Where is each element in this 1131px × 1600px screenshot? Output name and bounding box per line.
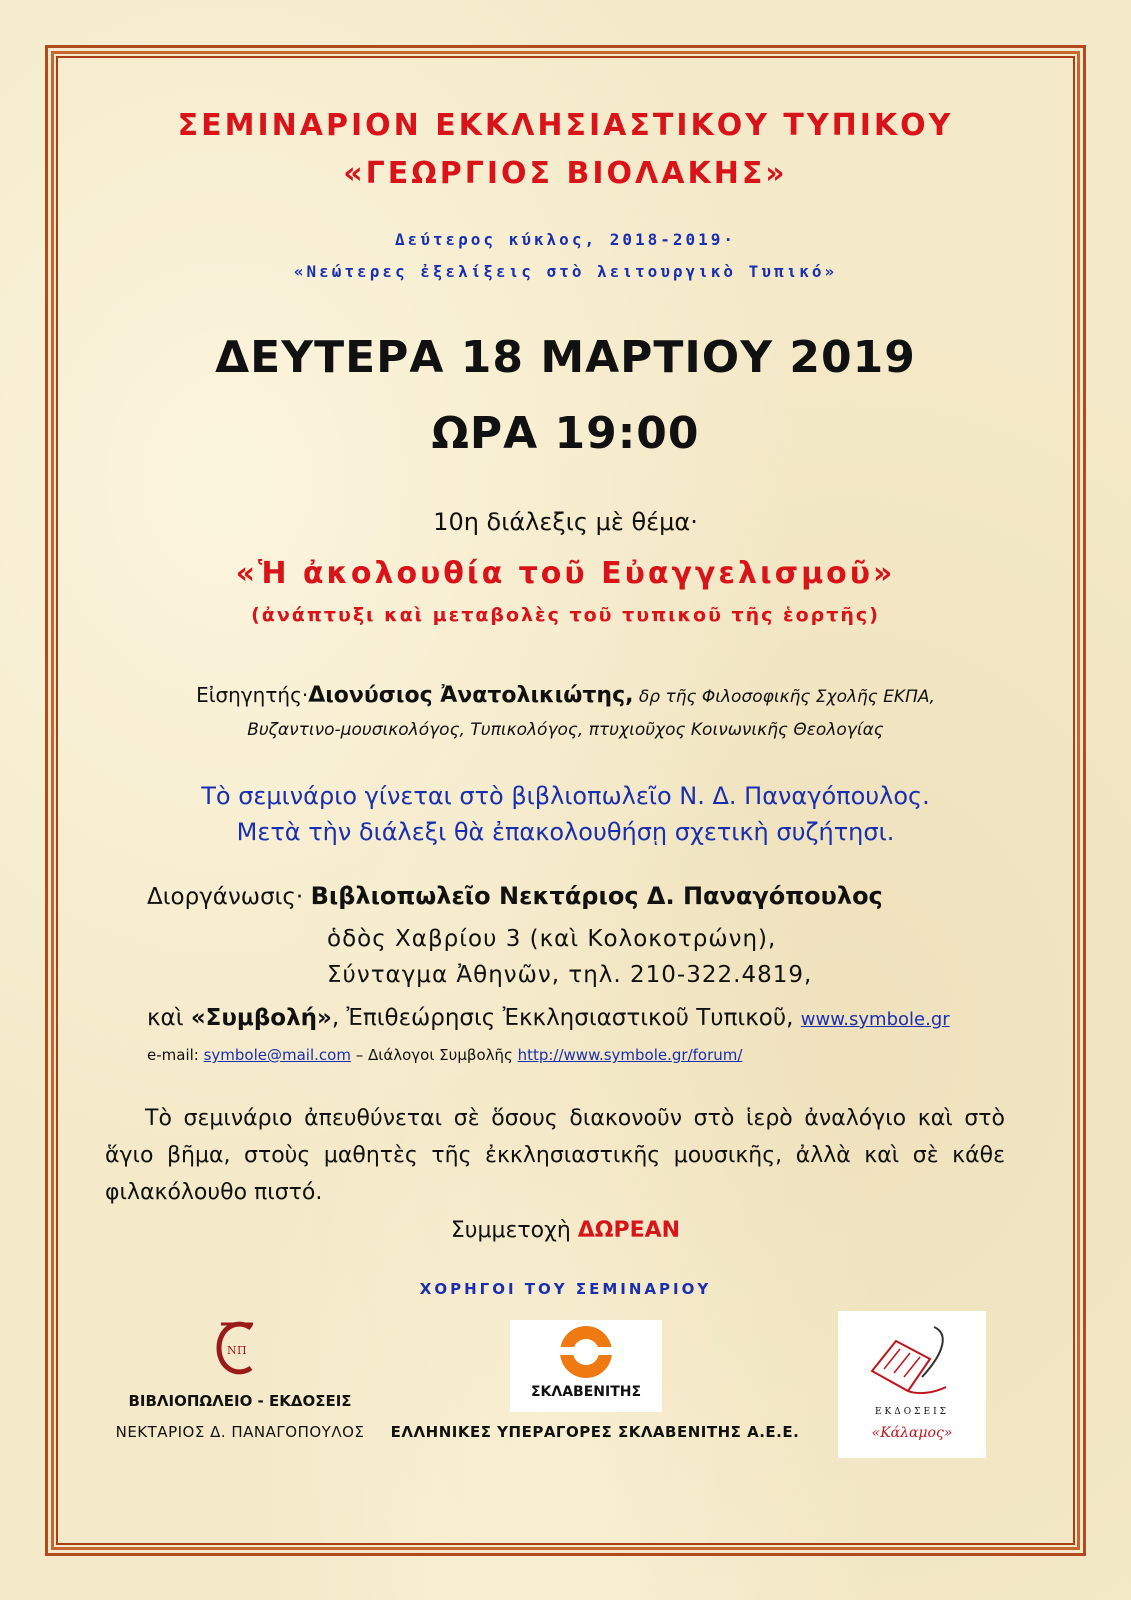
audience-paragraph bbox=[105, 1100, 1005, 1211]
organizer-label: Διοργάνωσις· bbox=[147, 884, 311, 910]
venue-line-1: Τὸ σεμινάριο γίνεται στὸ βιβλιοπωλεῖο Ν. Δ. Παναγόπουλος. bbox=[201, 782, 930, 810]
organizer-name: Βιβλιοπωλεῖο Νεκτάριος Δ. Παναγόπουλος bbox=[310, 882, 883, 910]
organizer-address-2: Σύνταγμα Ἀθηνῶν, τηλ. 210-322.4819, bbox=[327, 962, 813, 988]
sponsor-1-caption-2: ΝΕΚΤΑΡΙΟΣ Δ. ΠΑΝΑΓΟΠΟΥΛΟΣ bbox=[115, 1423, 365, 1441]
organizer-address-1: ὁδὸς Χαβρίου 3 (καὶ Κολοκοτρώνη), bbox=[327, 926, 777, 952]
journal-name: «Συμβολή» bbox=[190, 1005, 332, 1031]
speaker-credentials: δρ τῆς Φιλοσοφικῆς Σχολῆς ΕΚΠΑ, bbox=[633, 687, 935, 707]
speaker-line bbox=[0, 683, 1131, 708]
sponsor-1-caption-1: ΒΙΒΛΙΟΠΩΛΕΙΟ - ΕΚΔΟΣΕΙΣ bbox=[128, 1392, 352, 1410]
cycle-subtitle: Δεύτερος κύκλος, 2018-2019· bbox=[394, 230, 737, 249]
kalamos-publisher-label: ΕΚΔΟΣΕΙΣ bbox=[874, 1407, 950, 1417]
svg-text:Π: Π bbox=[237, 1344, 247, 1357]
journal-line bbox=[147, 1005, 950, 1031]
participation-line bbox=[0, 1218, 1131, 1243]
journal-desc: , Ἐπιθεώρησις Ἐκκλησιαστικοῦ Τυπικοῦ, bbox=[331, 1005, 801, 1031]
lecture-intro: 10η διάλεξις μὲ θέμα· bbox=[433, 508, 698, 536]
website-link[interactable]: www.symbole.gr bbox=[800, 1009, 950, 1030]
speaker-name: Διονύσιος Ἀνατολικιώτης, bbox=[308, 683, 634, 708]
sponsors-heading: ΧΟΡΗΓΟΙ ΤΟΥ ΣΕΜΙΝΑΡΙΟΥ bbox=[419, 1280, 712, 1298]
sponsor-2-caption: ΕΛΛΗΝΙΚΕΣ ΥΠΕΡΑΓΟΡΕΣ ΣΚΛΑΒΕΝΙΤΗΣ Α.Ε.Ε. bbox=[390, 1423, 800, 1441]
sklavenitis-logo bbox=[510, 1320, 662, 1412]
kalamos-logo bbox=[838, 1311, 986, 1458]
and-prefix: καὶ bbox=[147, 1005, 191, 1031]
contact-line bbox=[147, 1046, 742, 1064]
cycle-theme: «Νεώτερες ἐξελίξεις στὸ λειτουργικὸ Τυπικό» bbox=[293, 262, 838, 281]
event-date: ΔΕΥΤΕΡΑ 18 ΜΑΡΤΙΟΥ 2019 bbox=[215, 332, 916, 383]
lecture-topic: «Ἡ ἀκολουθία τοῦ Εὐαγγελισμοῦ» bbox=[235, 556, 896, 591]
participation-value: ΔΩΡΕΑΝ bbox=[577, 1218, 681, 1243]
speaker-credentials-2: Βυζαντινο-μουσικολόγος, Τυπικολόγος, πτυχιοῦχος Κοινωνικῆς Θεολογίας bbox=[247, 720, 884, 740]
svg-text:Ν: Ν bbox=[227, 1344, 237, 1357]
participation-label: Συμμετοχὴ bbox=[450, 1218, 578, 1243]
venue-line-2: Μετὰ τὴν διάλεξι θὰ ἐπακολουθήσῃ σχετικὴ συζήτησι. bbox=[236, 818, 895, 846]
kalamos-name: «Κάλαμος» bbox=[871, 1425, 953, 1441]
sklavenitis-logo-word: ΣΚΛΑΒΕΝΙΤΗΣ bbox=[530, 1384, 642, 1400]
event-time: ΩΡΑ 19:00 bbox=[431, 408, 700, 459]
forum-link[interactable]: http://www.symbole.gr/forum/ bbox=[517, 1046, 743, 1064]
seminar-name: «ΓΕΩΡΓΙΟΣ ΒΙΟΛΑΚΗΣ» bbox=[343, 156, 788, 191]
audience-text: Τὸ σεμινάριο ἀπευθύνεται σὲ ὅσους διακονοῦν στὸ ἱερὸ ἀναλόγιο καὶ στὸ ἅγιο βῆμα, στοὺς μαθητὲς τῆς ἐκκλησιαστικῆς μουσικῆς, ἀλλὰ καὶ σὲ κάθε φιλακόλουθο πιστό. bbox=[105, 1106, 1005, 1205]
seminar-title: ΣΕΜΙΝΑΡΙΟΝ ΕΚΚΛΗΣΙΑΣΤΙΚΟΥ ΤΥΠΙΚΟΥ bbox=[177, 108, 954, 143]
sklavenitis-emblem-icon bbox=[510, 1320, 662, 1384]
speaker-label: Εἰσηγητής· bbox=[196, 683, 309, 707]
lecture-topic-subtitle: (ἀνάπτυξι καὶ μεταβολὲς τοῦ τυπικοῦ τῆς ἑορτῆς) bbox=[251, 604, 880, 626]
quill-book-icon bbox=[838, 1311, 986, 1407]
email-link[interactable]: symbole@mail.com bbox=[203, 1046, 351, 1064]
email-label: e-mail: bbox=[147, 1046, 204, 1064]
panagopoulos-logo-icon bbox=[215, 1320, 259, 1376]
organizer-line bbox=[147, 882, 883, 910]
forum-label: – Διάλογοι Συμβολῆς bbox=[350, 1046, 518, 1064]
